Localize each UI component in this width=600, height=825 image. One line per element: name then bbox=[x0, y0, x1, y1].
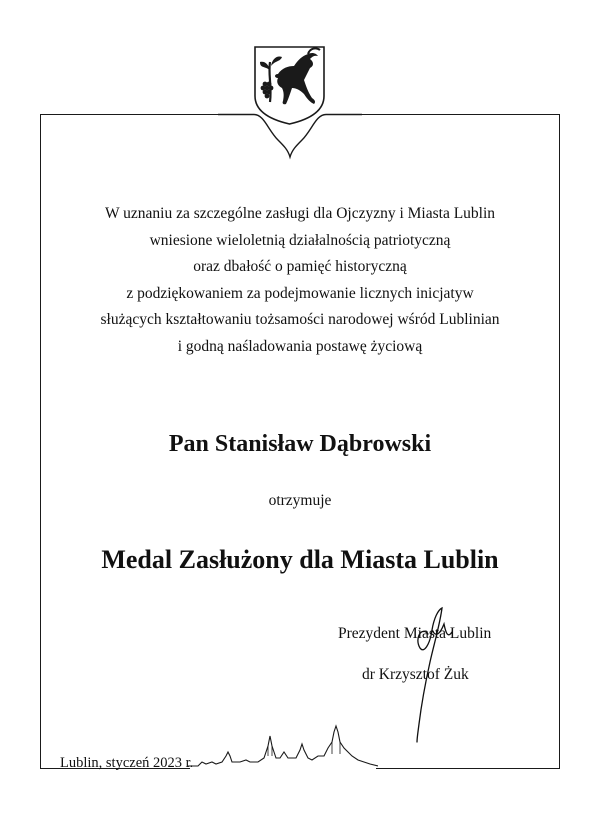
dedication-line: służących kształtowaniu tożsamości narodowej wśród Lublinian bbox=[100, 311, 500, 329]
frame-top-border-right bbox=[361, 114, 560, 115]
dedication-line: wniesione wieloletnią działalnością patriotyczną bbox=[149, 231, 451, 249]
dedication-text bbox=[40, 201, 560, 361]
frame-bottom-border-right bbox=[376, 768, 560, 769]
recipient-name: Pan Stanisław Dąbrowski bbox=[168, 431, 432, 457]
dedication-line: oraz dbałość o pamięć historyczną bbox=[193, 258, 407, 276]
dedication-line: i godną naśladowania postawę życiową bbox=[177, 337, 423, 355]
dedication-line: W uznaniu za szczególne zasługi dla Ojczyzny i Miasta Lublin bbox=[104, 205, 496, 222]
lublin-coat-of-arms-icon bbox=[252, 44, 327, 126]
signatory-name: dr Krzysztof Żuk bbox=[362, 666, 469, 683]
signatory-title: Prezydent Miasta Lublin bbox=[338, 625, 492, 642]
frame-top-border-left bbox=[40, 114, 219, 115]
lublin-skyline-icon bbox=[188, 722, 378, 768]
award-title: Medal Zasłużony dla Miasta Lublin bbox=[101, 545, 499, 574]
dedication-line: z podziękowaniem za podejmowanie licznych inicjatyw bbox=[126, 284, 474, 302]
receives-label: otrzymuje bbox=[268, 492, 332, 509]
place-and-date: Lublin, styczeń 2023 r. bbox=[60, 755, 194, 771]
handwritten-signature bbox=[388, 604, 460, 744]
